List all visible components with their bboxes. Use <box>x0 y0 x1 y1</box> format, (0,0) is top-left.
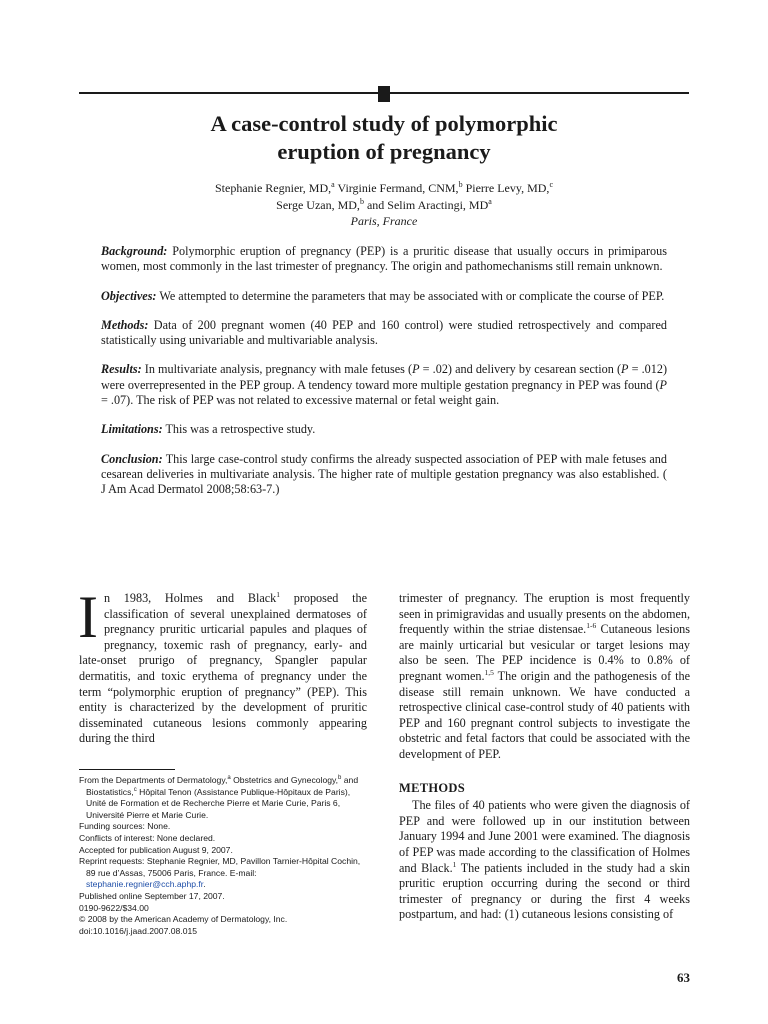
abstract-text: = .07). The risk of PEP was not related to excessive maternal or fetal weight gain. <box>101 393 500 408</box>
footnotes <box>79 775 371 937</box>
abstract-text: This large case-control study confirms the already suspected association of PEP with male fetuses and cesarean deliveries in multivariate analysis. The higher rate of multiple gestation pregnancy was also established. ( J Am Acad Dermatol 2008;58:63-7.) <box>101 451 667 497</box>
author-levy: Pierre Levy, MD, <box>462 181 550 195</box>
affil-sup: c <box>133 786 137 793</box>
email-link[interactable]: stephanie.regnier@cch.aphp.fr <box>86 879 204 890</box>
affil-sup: a <box>227 775 231 782</box>
author-fermand: Virginie Fermand, CNM, <box>334 181 459 195</box>
footnote-text: Hôpital Tenon (Assistance Publique-Hôpitaux de Paris), Unité de Formation et de Recherche Pierre et Marie Curie, Paris 6, Université Pierre et Marie Curie. <box>86 786 351 820</box>
body-column-right <box>399 591 690 923</box>
footnote-affiliations <box>79 775 371 821</box>
abstract-conclusion <box>101 452 667 498</box>
footnote-text: Obstetrics and Gynecology, <box>230 775 339 785</box>
footnote-accepted: Accepted for publication August 9, 2007. <box>79 844 233 855</box>
footnote-text: . <box>203 879 206 890</box>
intro-text: Cutaneous lesions are mainly urticarial but vesicular or target lesions may also be seen. The PEP incidence is 0.4% to 0.8% of pregnant women. <box>399 622 690 683</box>
footnote-text: Reprint requests: Stephanie Regnier, MD, Pavillon Tarnier-Hôpital Cochin, 89 rue d’Assas, 75006 Paris, France. E-mail: <box>79 856 361 878</box>
methods-text: The patients included in the study had a skin pruritic eruption occurring during the second or third trimester of pregnancy or during the first 4 weeks postpartum, and had: (1) cutaneous lesions consisting of <box>399 860 690 922</box>
intro-paragraph <box>78 584 367 747</box>
abstract-label: Methods: <box>101 317 149 332</box>
title-line-1: A case-control study of polymorphic <box>210 111 558 136</box>
footnote-published: Published online September 17, 2007. <box>79 890 225 901</box>
affil-sup: b <box>338 775 342 782</box>
affil-sup: b <box>458 180 463 189</box>
footnote-divider <box>79 769 175 770</box>
p-value-symbol: P <box>659 377 667 392</box>
intro-text: The origin and the pathogenesis of the disease still remain unknown. We have conducted a retrospective clinical case-control study of 40 patients with PEP and 160 pregnant control subjects to investigate the obstetric and fetal factors that could be associated with the development of PEP. <box>399 668 690 761</box>
abstract-label: Objectives: <box>101 288 157 303</box>
abstract-text: We attempted to determine the parameters that may be associated with or complicate the course of PEP. <box>156 288 665 303</box>
p-value-symbol: P <box>621 362 629 377</box>
page-number: 63 <box>677 970 690 985</box>
abstract-label: Limitations: <box>101 422 163 437</box>
intro-text: proposed the classification of several unexplained dermatoses of pregnancy pruritic urticarial papules and plaques of pregnancy, toxemic rash of pregnancy, early- and late-onset prurigo of pregnancy, Spangler papular dermatitis, and toxic erythema of pregnancy under the term “polymorphic eruption of pregnancy” (PEP). This entity is characterized by the development of pruritic disseminated cutaneous lesions commonly appearing during the third <box>79 591 367 746</box>
methods-heading: METHODS <box>399 780 465 795</box>
footnote-reprint <box>79 856 371 891</box>
footnote-copyright: © 2008 by the American Academy of Dermatology, Inc. <box>79 914 288 925</box>
author-aractingi: and Selim Aractingi, MD <box>363 197 489 212</box>
abstract-results <box>101 362 667 408</box>
abstract-text: Polymorphic eruption of pregnancy (PEP) is a pruritic disease that usually occurs in primiparous women, most commonly in the last trimester of pregnancy. The origin and pathomechanisms still remain unknown. <box>101 244 667 274</box>
abstract-background <box>101 244 667 275</box>
footnote-issn: 0190-9622/$34.00 <box>79 902 149 913</box>
abstract-limitations <box>101 422 667 437</box>
citation-sup: 1,5 <box>484 667 494 677</box>
abstract-label: Background: <box>101 244 168 258</box>
author-location: Paris, France <box>350 214 418 228</box>
intro-paragraph-continued <box>399 591 690 763</box>
abstract-label: Results: <box>101 362 142 377</box>
abstract-label: Conclusion: <box>101 451 163 466</box>
citation-sup: 1-6 <box>586 621 597 631</box>
abstract-text: = .012) were overrepresented in the PEP group. A tendency toward more multiple gestation pregnancy in PEP was found ( <box>101 362 667 392</box>
article-title <box>80 110 688 166</box>
abstract-text: This was a retrospective study. <box>162 422 316 437</box>
header-rule <box>79 86 689 102</box>
affil-sup: a <box>331 180 335 189</box>
footnote-text: From the Departments of Dermatology, <box>79 775 228 785</box>
affil-sup: b <box>359 196 364 206</box>
abstract-text: Data of 200 pregnant women (40 PEP and 160 control) were studied retrospectively and compared statistically using univariable and multivariable analysis. <box>101 317 667 348</box>
citation-sup: 1 <box>452 859 457 869</box>
author-uzan: Serge Uzan, MD, <box>276 197 360 212</box>
abstract-methods <box>101 318 667 349</box>
abstract <box>101 244 667 512</box>
footnote-text: and Biostatistics, <box>86 775 359 797</box>
intro-text: n 1983, Holmes and Black <box>103 591 277 605</box>
drop-cap: I <box>78 584 98 650</box>
footnote-conflicts: Conflicts of interest: None declared. <box>79 832 216 843</box>
p-value-symbol: P <box>412 362 420 377</box>
affil-sup: a <box>488 196 492 206</box>
header-rule-marker <box>378 86 390 102</box>
citation-sup: 1 <box>276 589 281 599</box>
abstract-objectives <box>101 289 667 304</box>
affil-sup: c <box>549 180 553 189</box>
body-column-left <box>78 584 367 747</box>
author-list <box>80 180 688 230</box>
title-line-2: eruption of pregnancy <box>277 139 491 164</box>
intro-text: trimester of pregnancy. The eruption is most frequently seen in primigravidas and usually presents on the abdomen, frequently within the striae distensae. <box>399 591 690 637</box>
abstract-text: = .02) and delivery by cesarean section ( <box>419 362 622 377</box>
footnote-funding: Funding sources: None. <box>79 821 171 832</box>
author-regnier: Stephanie Regnier, MD, <box>214 181 332 195</box>
methods-text: The files of 40 patients who were given the diagnosis of PEP and were followed up in our institution between January 1994 and June 2001 were examined. The diagnosis of PEP was made according to the classification of Holmes and Black. <box>399 798 690 875</box>
abstract-text: In multivariate analysis, pregnancy with male fetuses ( <box>141 362 413 377</box>
methods-paragraph <box>399 798 690 923</box>
footnote-doi: doi:10.1016/j.jaad.2007.08.015 <box>79 925 198 936</box>
